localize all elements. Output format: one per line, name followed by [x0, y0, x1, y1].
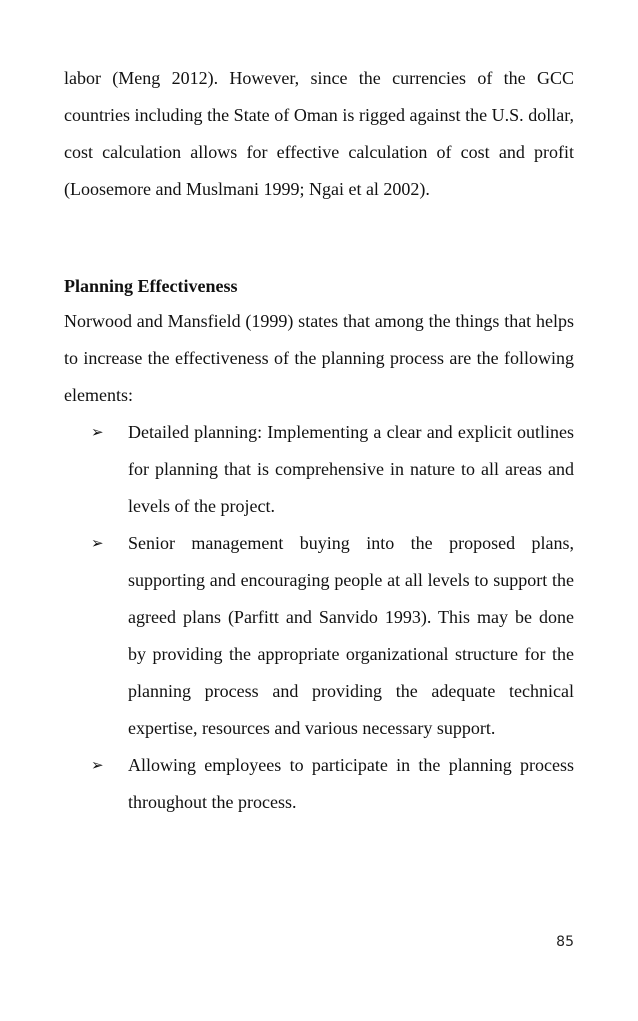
- bullet-item-senior-management: [64, 525, 574, 747]
- document-page: [64, 60, 574, 821]
- bullet-text: Allowing employees to participate in the planning process throughout the process.: [128, 755, 574, 812]
- bullet-item-detailed-planning: [64, 414, 574, 525]
- arrowhead-bullet-icon: ➢: [91, 534, 104, 552]
- arrowhead-bullet-icon: ➢: [91, 423, 104, 441]
- bullet-item-employee-participation: [64, 747, 574, 821]
- page-number: 85: [556, 934, 574, 950]
- bullet-text: Senior management buying into the proposed plans, supporting and encouraging people at all levels to support the agreed plans (Parfitt and Sanvido 1993). This may be done by providing the appropriate organizational structure for the planning process and providing the adequate technical expertise, resources and various necessary support.: [128, 533, 574, 738]
- section-spacer: [64, 208, 574, 274]
- arrowhead-bullet-icon: ➢: [91, 756, 104, 774]
- section-heading: Planning Effectiveness: [64, 276, 238, 296]
- bullet-list: [64, 414, 574, 821]
- intro-paragraph: labor (Meng 2012). However, since the currencies of the GCC countries including the State of Oman is rigged against the U.S. dollar, cost calculation allows for effective calculation of cost and profit (Loosemore and Muslmani 1999; Ngai et al 2002).: [64, 68, 574, 199]
- section-paragraph: Norwood and Mansfield (1999) states that among the things that helps to increase the effectiveness of the planning process are the following elements:: [64, 311, 574, 405]
- bullet-text: Detailed planning: Implementing a clear and explicit outlines for planning that is comprehensive in nature to all areas and levels of the project.: [128, 422, 574, 516]
